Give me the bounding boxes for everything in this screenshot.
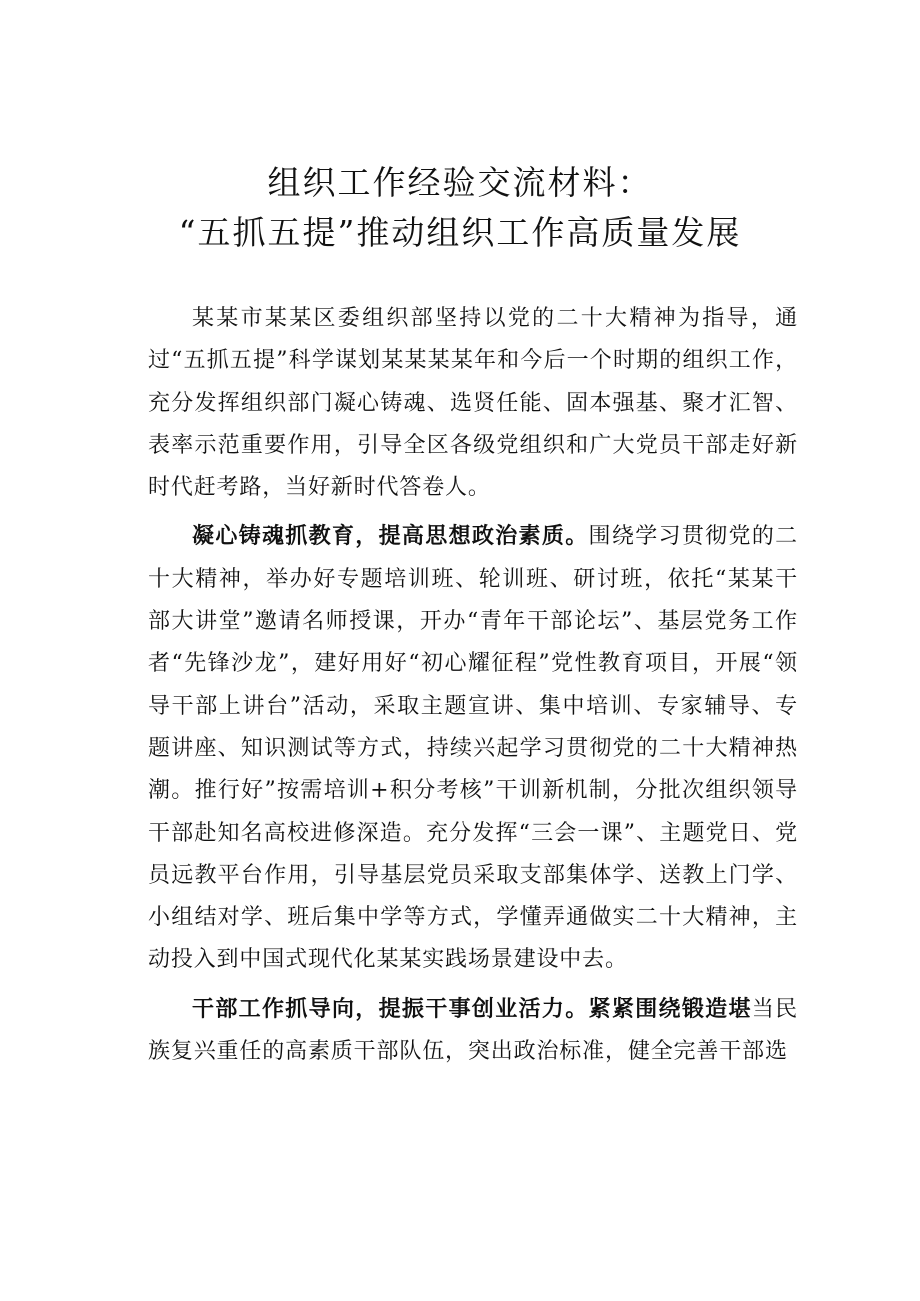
paragraph-text: 某某市某某区委组织部坚持以党的二十大精神为指导，通过“五抓五提”科学谋划某某某某年和今后一个时期的组织工作，充分发挥组织部门凝心铸魂、选贤任能、固本强基、聚才汇智、表率示范重要作用，引导全区各级党组织和广大党员干部走好新时代赶考路，当好新时代答卷人。 [148, 306, 798, 501]
document-title [0, 158, 920, 258]
paragraph-lead: 凝心铸魂抓教育，提高思想政治素质。 [192, 523, 589, 550]
paragraph-education [148, 515, 798, 981]
title-line-2: “五抓五提”推动组织工作高质量发展 [178, 213, 742, 252]
paragraph-text: 当民族复兴重任的高素质干部队伍，突出政治标准，健全完善干部选 [148, 996, 799, 1065]
document-body [148, 297, 798, 1073]
paragraph-text: 围绕学习贯彻党的二十大精神，举办好专题培训班、轮训班、研讨班，依托“某某干部大讲堂”邀请名师授课，开办“青年干部论坛”、基层党务工作者“先锋沙龙”，建好用好“初心耀征程”党性教育项目，开展“领导干部上讲台”活动，采取主题宣讲、集中培训、专家辅导、专题讲座、知识测试等方式，持续兴起学习贯彻党的二十大精神热潮。推行好”按需培训+积分考核”干训新机制，分批次组织领导干部赴知名高校进修深造。充分发挥“三会一课”、主题党日、党员远教平台作用，引导基层党员采取支部集体学、送教上门学、小组结对学、班后集中学等方式，学懂弄通做实二十大精神，主动投入到中国式现代化某某实践场景建设中去。 [148, 524, 799, 973]
paragraph-intro [148, 297, 798, 509]
paragraph-lead: 干部工作抓导向，提振干事创业活力。紧紧围绕锻造堪 [192, 995, 752, 1022]
title-line-1: 组织工作经验交流材料： [267, 163, 653, 202]
paragraph-cadre [148, 988, 798, 1074]
